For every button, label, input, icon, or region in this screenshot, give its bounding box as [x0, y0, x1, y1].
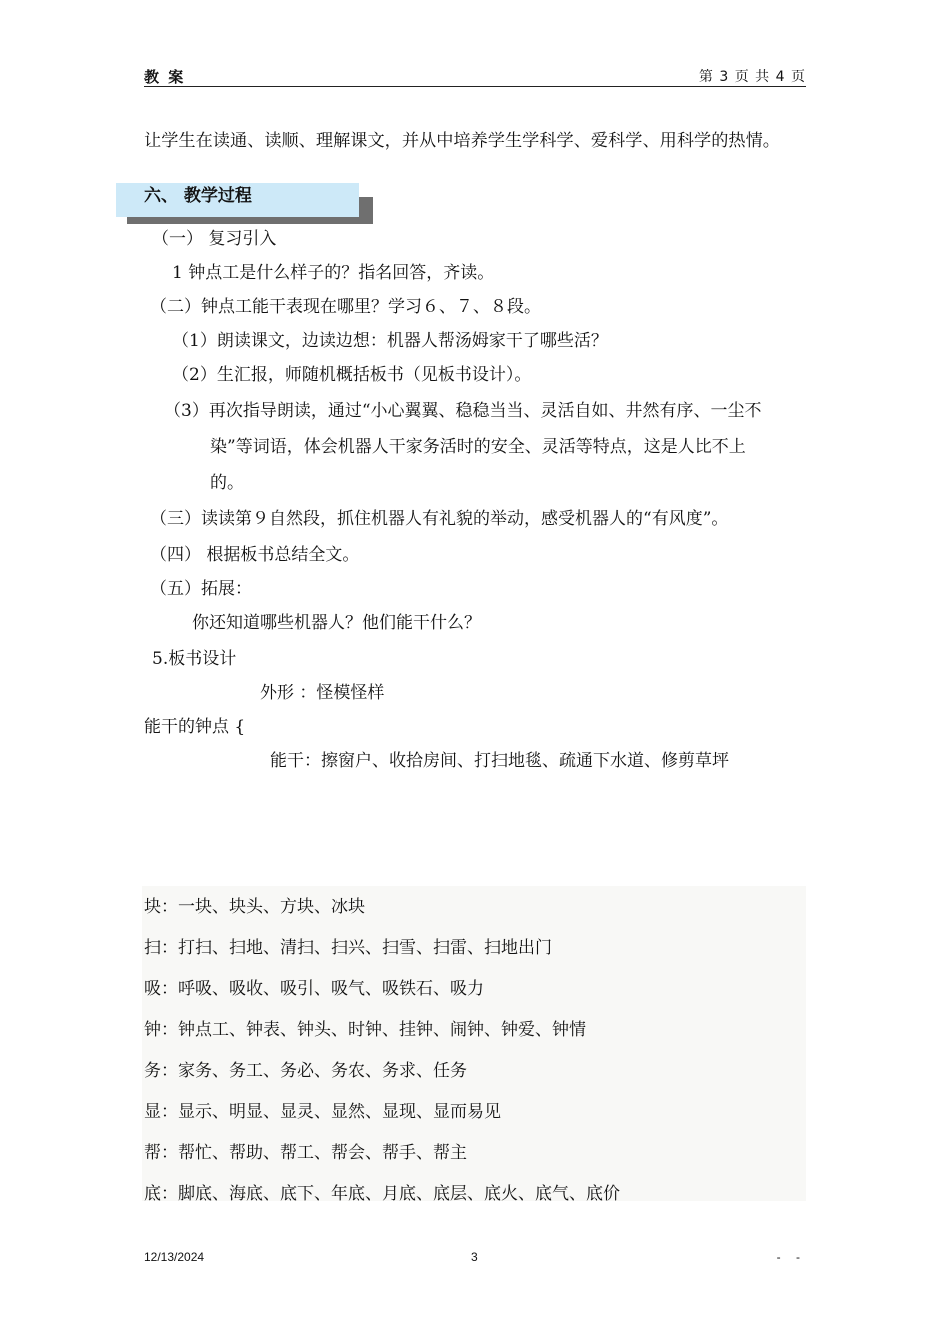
header-title: 教 案 — [144, 68, 186, 86]
footer-date: 12/13/2024 — [144, 1250, 205, 1264]
word-group-row: 显：显示、明显、显灵、显然、显现、显而易见 — [144, 1102, 501, 1122]
process-step-1: （一） 复习引入 — [152, 229, 277, 249]
word-group-row: 块：一块、块头、方块、冰块 — [144, 897, 365, 917]
process-step-5-question: 你还知道哪些机器人？他们能干什么？ — [192, 613, 481, 633]
header-page-indicator: 第 3 页 共 4 页 — [698, 69, 806, 85]
intro-line: 让学生在读通、读顺、理解课文，并从中培养学生学科学、爱科学、用科学的热情。 — [144, 131, 780, 151]
process-step-2-item-3-line-2: 染”等词语，体会机器人干家务活时的安全、灵活等特点，这是人比不上 — [210, 437, 746, 457]
footer-right-mark: - - — [776, 1250, 806, 1264]
board-design-title: 5.板书设计 — [152, 649, 237, 669]
section-title: 六、 教学过程 — [144, 186, 252, 206]
process-step-2-item-3-line-1: （3）再次指导朗读，通过“小心翼翼、稳稳当当、灵活自如、井然有序、一尘不 — [164, 401, 762, 421]
word-group-row: 务：家务、务工、务必、务农、务求、任务 — [144, 1061, 467, 1081]
process-step-2-item-3-line-3: 的。 — [210, 473, 244, 493]
process-step-3: （三）读读第９自然段，抓住机器人有礼貌的举动，感受机器人的“有风度”。 — [150, 509, 729, 529]
board-design-abilities: 能干：擦窗户、收拾房间、打扫地毯、疏通下水道、修剪草坪 — [270, 751, 729, 771]
word-group-row: 吸：呼吸、吸收、吸引、吸气、吸铁石、吸力 — [144, 979, 484, 999]
word-group-row: 帮：帮忙、帮助、帮工、帮会、帮手、帮主 — [144, 1143, 467, 1163]
board-design-appearance: 外形 ：怪模怪样 — [260, 683, 385, 703]
word-group-row: 钟：钟点工、钟表、钟头、时钟、挂钟、闹钟、钟爱、钟情 — [144, 1020, 586, 1040]
process-step-2-item-2: （2）生汇报，师随机概括板书（见板书设计）。 — [172, 365, 532, 385]
footer-page-number: 3 — [471, 1250, 478, 1264]
word-group-row: 底：脚底、海底、底下、年底、月底、底层、底火、底气、底价 — [144, 1184, 620, 1204]
word-group-row: 扫：打扫、扫地、清扫、扫兴、扫雪、扫雷、扫地出门 — [144, 938, 552, 958]
process-step-4: （四） 根据板书总结全文。 — [150, 545, 360, 565]
process-step-2: （二）钟点工能干表现在哪里？学习６、７、８段。 — [150, 297, 541, 317]
process-step-5: （五）拓展： — [150, 579, 252, 599]
process-step-1-item: 1 钟点工是什么样子的？指名回答，齐读。 — [172, 263, 495, 283]
process-step-2-item-1: （1）朗读课文，边读边想：机器人帮汤姆家干了哪些活？ — [172, 331, 608, 351]
header-rule — [144, 86, 806, 87]
board-design-subject: 能干的钟点 { — [144, 717, 246, 737]
